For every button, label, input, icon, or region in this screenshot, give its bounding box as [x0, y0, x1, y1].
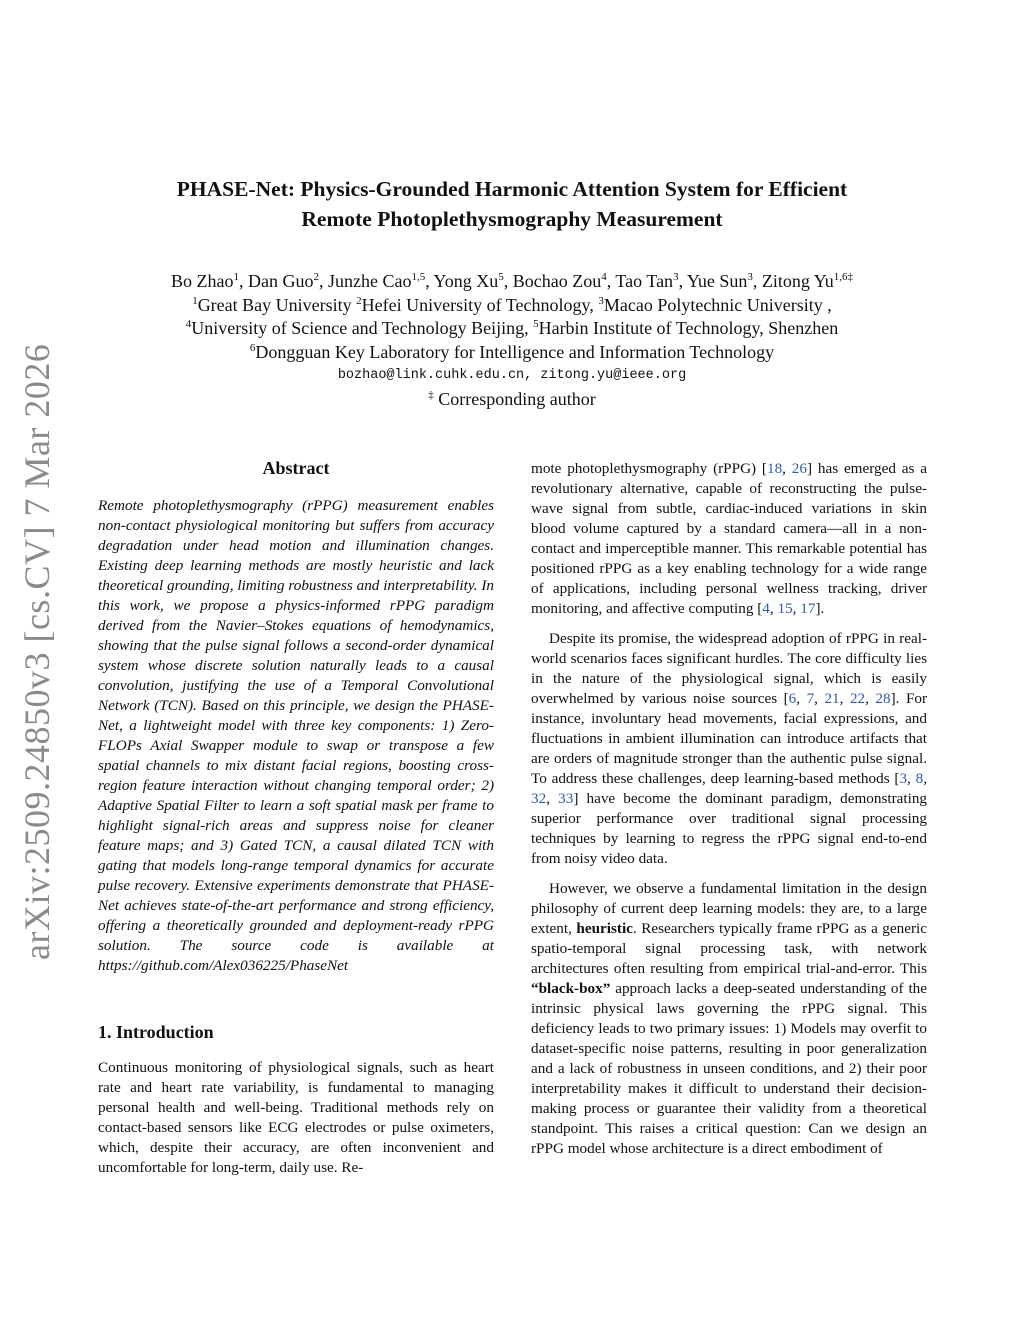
author-emails[interactable]: bozhao@link.cuhk.edu.cn, zitong.yu@ieee.org	[337, 368, 687, 383]
affiliation-superscript: 5	[498, 271, 504, 283]
body-text: ,	[923, 770, 928, 787]
author-name: Dan Guo	[247, 271, 314, 291]
citation-link[interactable]: 33	[558, 790, 574, 807]
body-text: ,	[907, 770, 916, 787]
citation-link[interactable]: 4	[762, 600, 770, 617]
paper-title	[80, 174, 944, 234]
citation-link[interactable]: 22	[849, 690, 866, 707]
intro-paragraph-4	[531, 879, 927, 1159]
body-text: ,	[796, 690, 807, 707]
author-names: Bo Zhao$^1$, Dan Guo$^2$, Junzhe Cao$^{1,5}$, Yong Xu$^5$, Bochao Zou$^4$, Tao Tan$^3$, Yue Sun$^3$, Zitong $Yu^{1,6\ddagger}$	[170, 271, 854, 291]
citation-link[interactable]: 28	[875, 690, 891, 707]
body-text: ] have become the dominant paradigm, demonstrating superior performance over traditional signal processing techniques by learning to regress the rPPG signal end-to-end from noisy video data.	[531, 790, 928, 867]
affiliation-name: Hefei University of Technology,	[361, 294, 599, 315]
body-text: However, we observe a fundamental limitation in the design philosophy of current deep learning models: they are, to a large extent,	[531, 880, 927, 937]
citation-link[interactable]: 7	[806, 690, 815, 707]
emphasis-text: heuristic	[576, 920, 633, 937]
affiliation-line-1	[60, 294, 964, 318]
corresponding-label: Corresponding author	[433, 388, 596, 409]
affiliation-superscript: 4	[601, 271, 607, 283]
affiliation-superscript: 3	[598, 294, 604, 307]
affiliation-name: Macao Polytechnic University ,	[603, 294, 832, 315]
arxiv-stamp: arXiv:2509.24850v3 [cs.CV] 7 Mar 2026	[17, 343, 57, 960]
right-column	[531, 459, 927, 1159]
affiliation-superscript: 2	[313, 271, 319, 283]
citation-link[interactable]: 15	[777, 600, 793, 617]
author-name: Yong Xu	[433, 271, 499, 291]
author-block	[60, 270, 964, 411]
body-text: ,	[839, 690, 850, 707]
affiliation-name: Great Bay University	[197, 294, 357, 315]
title-line-2: Remote Photoplethysmography Measurement	[301, 207, 723, 231]
author-name: Yue Sun	[686, 271, 748, 291]
affiliation-superscript: 1	[192, 294, 198, 307]
affiliation-superscript: 4	[185, 318, 192, 330]
body-text: approach lacks a deep-seated understanding of the intrinsic physical laws governing the rPPG signal. This deficiency leads to two primary issues: 1) Models may overfit to dataset-specific noise patterns, resulting in poor generalization and a lack of robustness in unseen conditions, and 2) their poor interpretability makes it difficult to understand their decision-making process or guarantee their validity from a theoretical standpoint. This raises a critical question: Can we design an rPPG model whose architecture is a direct embodiment of	[531, 980, 927, 1157]
affiliation-name: Dongguan Key Laboratory for Intelligence and Information Technology	[255, 341, 775, 362]
citation-link[interactable]: 32	[531, 790, 547, 807]
double-dagger-mark: ‡	[428, 388, 434, 401]
citation-link[interactable]: 18	[766, 460, 783, 477]
left-column	[98, 456, 494, 1178]
citation-link[interactable]: 26	[791, 460, 807, 477]
body-text: ] has emerged as a revolutionary alternative, capable of reconstructing the pulse-wave signal from subtle, cardiac-induced variations in skin blood volume captured by a standard camera—all in a non-contact and imperceptible manner. This remarkable potential has positioned rPPG as a key enabling technology for a wide range of applications, including personal wellness tracking, driver monitoring, and affective computing [	[531, 460, 927, 617]
citation-link[interactable]: 3	[899, 770, 908, 787]
author-name: Junzhe Cao	[327, 271, 412, 291]
introduction-heading: 1. Introduction	[98, 1022, 214, 1042]
body-text: Despite its promise, the widespread adoption of rPPG in real-world scenarios faces significant hurdles. The core difficulty lies in the nature of the physiological signal, which is easily overwhelmed by various noise sources [	[531, 630, 927, 707]
body-text: ]. For instance, involuntary head movements, facial expressions, and fluctuations in ambient illumination can introduce artifacts that are orders of magnitude stronger than the authentic pulse signal. To address these challenges, deep learning-based methods [	[531, 690, 928, 787]
affiliation-superscript: 5	[533, 318, 539, 330]
intro-paragraph-2	[531, 459, 927, 619]
affiliation-line-2	[60, 317, 964, 341]
author-name: Bochao Zou	[512, 271, 602, 291]
author-name: Bo Zhao	[170, 271, 234, 291]
author-name: Tao Tan	[615, 271, 674, 291]
title-line-1: PHASE-Net: Physics-Grounded Harmonic Attention System for Efficient	[176, 177, 848, 201]
body-text: ,	[546, 790, 559, 807]
citation-link[interactable]: 17	[800, 600, 816, 617]
body-text: ,	[865, 690, 876, 707]
body-text: ].	[815, 600, 825, 617]
affiliation-superscript: 1,5	[411, 271, 426, 283]
intro-paragraph-1: Continuous monitoring of physiological signals, such as heart rate and heart rate variability, is fundamental to managing personal health and well-being. Traditional methods rely on contact-based sensors like ECG electrodes or pulse oximeters, which, despite their accuracy, are often inconvenient and uncomfortable for long-term, daily use. Re-	[98, 1059, 494, 1176]
affiliation-line-3	[60, 341, 964, 365]
body-text: ,	[792, 600, 801, 617]
affiliation-superscript: 1,6‡	[833, 271, 854, 283]
body-text: ,	[782, 460, 792, 477]
author-name: Zitong Yu	[761, 271, 834, 291]
citation-link[interactable]: 21	[824, 690, 840, 707]
affiliation-name: University of Science and Technology Beijing,	[191, 318, 534, 338]
affiliation-superscript: 6	[249, 341, 256, 354]
body-text: . Researchers typically frame rPPG as a generic spatio-temporal signal processing task, with network architectures often resulting from empirical trial-and-error. This	[531, 920, 927, 977]
abstract-body: Remote photoplethysmography (rPPG) measurement enables non-contact physiological monitoring but suffers from accuracy degradation under head motion and illumination changes. Existing deep learning methods are mostly heuristic and lack theoretical grounding, limiting robustness and interpretability. In this work, we propose a physics-informed rPPG paradigm derived from the Navier–Stokes equations of hemodynamics, showing that the pulse signal follows a second-order dynamical system whose discrete solution naturally leads to a causal convolution, justifying the use of a Temporal Convolutional Network (TCN). Based on this principle, we design the PHASE-Net, a lightweight model with three key components: 1) Zero-FLOPs Axial Swapper module to swap or transpose a few spatial channels to mix distant facial regions, boosting cross-region feature interaction without changing temporal order; 2) Adaptive Spatial Filter to learn a soft spatial mask per frame to highlight signal-rich areas and suppress noise for cleaner feature maps; and 3) Gated TCN, a causal dilated TCN with gating that models long-range temporal dynamics for accurate pulse recovery. Extensive experiments demonstrate that PHASE-Net achieves state-of-the-art performance and strong efficiency, offering a theoretically grounded and deployment-ready rPPG solution. The source code is available at https://github.com/Alex036225/PhaseNet	[98, 497, 494, 974]
affiliation-superscript: 1	[233, 271, 239, 283]
citation-link[interactable]: 8	[915, 770, 924, 787]
affiliation-name: Harbin Institute of Technology, Shenzhen	[538, 318, 839, 338]
affiliation-superscript: 3	[747, 271, 753, 283]
intro-paragraph-3	[531, 629, 927, 869]
affiliation-superscript: 2	[356, 294, 362, 307]
corresponding-note	[60, 388, 964, 412]
citation-link[interactable]: 6	[788, 690, 797, 707]
affiliation-superscript: 3	[673, 271, 679, 283]
emphasis-text: “black-box”	[531, 980, 611, 997]
abstract-heading: Abstract	[262, 458, 330, 478]
body-text: mote photoplethysmography (rPPG) [	[531, 460, 767, 477]
body-text: ,	[769, 600, 778, 617]
body-text: ,	[814, 690, 825, 707]
